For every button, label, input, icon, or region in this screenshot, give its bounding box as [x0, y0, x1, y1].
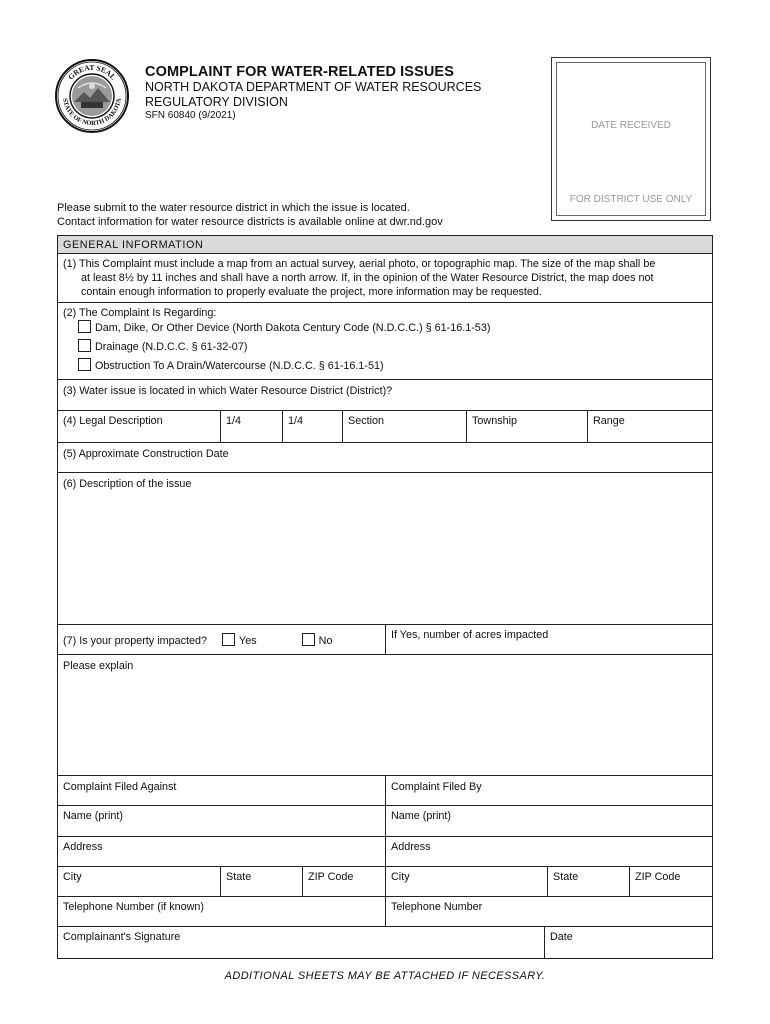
against-state-field[interactable]: State: [220, 867, 302, 896]
quarter1-field[interactable]: 1/4: [220, 411, 282, 442]
by-name-field[interactable]: Name (print): [385, 806, 712, 836]
range-field[interactable]: Range: [587, 411, 712, 442]
against-phone-field[interactable]: Telephone Number (if known): [63, 901, 205, 913]
against-zip-field[interactable]: ZIP Code: [302, 867, 385, 896]
item1-map-requirement: (1) This Complaint must include a map from an actual survey, aerial photo, or topographic map. The size of the map shall be at least 8½ by 11 inches and shall have a north arrow. If, in the opinion of the Water Resource District, the map does not contain enough information to properly evaluate the project, more information may be requested.: [57, 254, 713, 303]
no-option[interactable]: No: [302, 635, 333, 647]
filed-by-label: Complaint Filed By: [385, 776, 712, 805]
by-phone-field[interactable]: Telephone Number: [385, 897, 712, 926]
address-row: [57, 837, 713, 867]
item4-legal-description: [57, 411, 713, 443]
signature-date-field[interactable]: Date: [544, 927, 712, 958]
against-name-field[interactable]: Name (print): [63, 810, 123, 822]
telephone-row: [57, 897, 713, 927]
section-field[interactable]: Section: [342, 411, 466, 442]
state-seal-logo: [54, 58, 130, 134]
complaint-parties-row: [57, 776, 713, 806]
by-state-field[interactable]: State: [547, 867, 629, 896]
yes-option[interactable]: Yes: [222, 635, 257, 647]
against-address-field[interactable]: Address: [63, 841, 103, 853]
form-title: COMPLAINT FOR WATER-RELATED ISSUES: [145, 64, 454, 80]
option-obstruction[interactable]: Obstruction To A Drain/Watercourse (N.D.C.C. § 61-16.1-51): [58, 357, 712, 376]
option-drainage[interactable]: Drainage (N.D.C.C. § 61-32-07): [58, 338, 712, 357]
seal-bottom-text: STATE OF NORTH DAKOTA: [61, 97, 123, 128]
township-field[interactable]: Township: [466, 411, 587, 442]
date-received-label: DATE RECEIVED: [591, 120, 671, 131]
name-row: [57, 806, 713, 837]
option-dam-dike[interactable]: Dam, Dike, Or Other Device (North Dakota Century Code (N.D.C.C.) § 61-16.1-53): [58, 319, 712, 338]
property-impacted-question: (7) Is your property impacted?: [63, 635, 208, 647]
city-state-zip-row: [57, 867, 713, 897]
item2-label: (2) The Complaint Is Regarding:: [63, 307, 217, 319]
submission-instructions: Please submit to the water resource district in which the issue is located. Contact information for water resource districts is available online at dwr.nd.gov: [57, 202, 443, 228]
filed-against-label: Complaint Filed Against: [63, 781, 177, 793]
by-zip-field[interactable]: ZIP Code: [629, 867, 712, 896]
obstruction-checkbox[interactable]: [78, 358, 91, 371]
item5-construction-date-field[interactable]: (5) Approximate Construction Date: [57, 443, 713, 473]
complainant-signature-field[interactable]: Complainant's Signature: [63, 931, 181, 943]
legal-description-label: (4) Legal Description: [63, 415, 163, 427]
yes-checkbox[interactable]: [222, 633, 235, 646]
drainage-checkbox[interactable]: [78, 339, 91, 352]
by-address-field[interactable]: Address: [385, 837, 712, 866]
signature-row: [57, 927, 713, 959]
by-city-field[interactable]: City: [385, 867, 547, 896]
complaint-form: [57, 235, 713, 959]
quarter2-field[interactable]: 1/4: [282, 411, 342, 442]
item3-district-field[interactable]: (3) Water issue is located in which Water Resource District (District)?: [57, 380, 713, 411]
department-name: NORTH DAKOTA DEPARTMENT OF WATER RESOURCES REGULATORY DIVISION: [145, 80, 482, 109]
against-city-field[interactable]: City: [63, 871, 82, 883]
item6-issue-description-field[interactable]: (6) Description of the issue: [57, 473, 713, 625]
section-header-general-information: GENERAL INFORMATION: [57, 235, 713, 254]
dam-dike-checkbox[interactable]: [78, 320, 91, 333]
no-checkbox[interactable]: [302, 633, 315, 646]
form-number: SFN 60840 (9/2021): [145, 110, 236, 121]
footer-note: ADDITIONAL SHEETS MAY BE ATTACHED IF NECESSARY.: [224, 970, 546, 982]
item7-property-impacted: [57, 625, 713, 655]
please-explain-field[interactable]: Please explain: [57, 655, 713, 776]
district-stamp-box: [551, 57, 711, 221]
seal-top-text: GREAT SEAL: [66, 62, 118, 82]
district-use-label: FOR DISTRICT USE ONLY: [569, 194, 693, 205]
acres-impacted-field[interactable]: If Yes, number of acres impacted: [385, 625, 712, 654]
item2-complaint-regarding: [57, 303, 713, 380]
